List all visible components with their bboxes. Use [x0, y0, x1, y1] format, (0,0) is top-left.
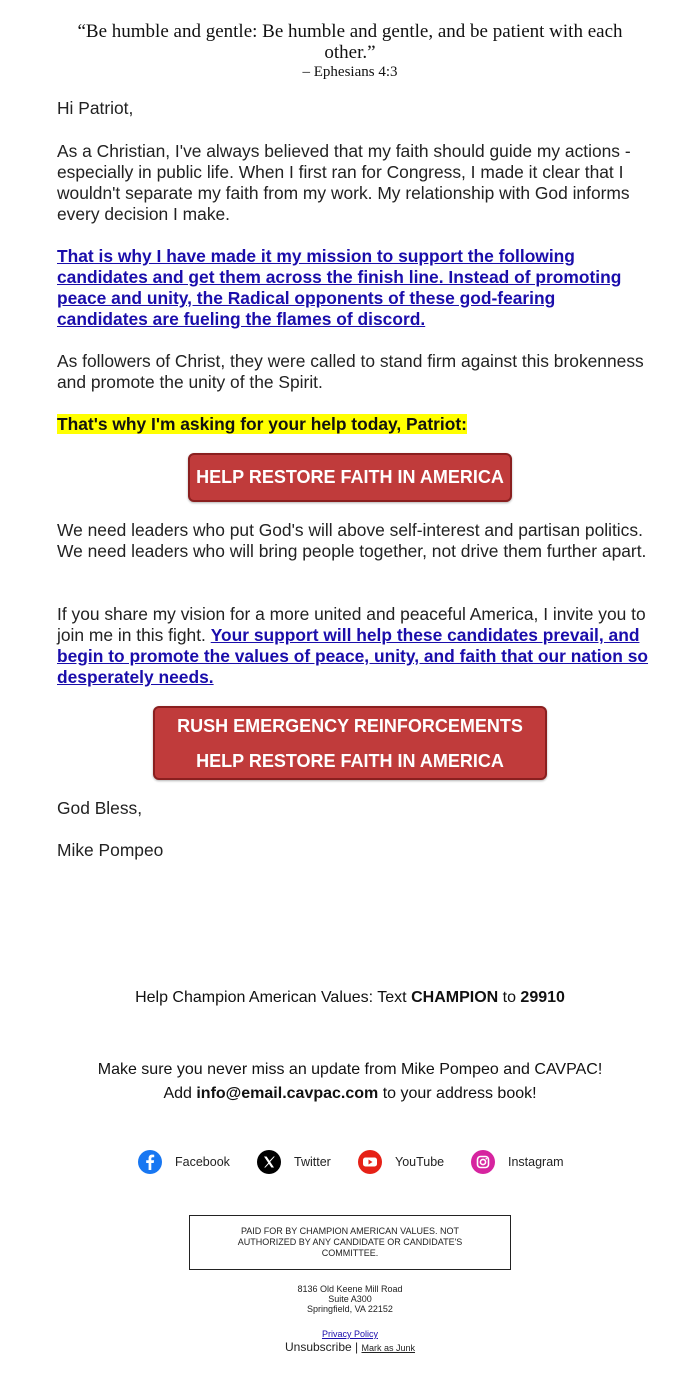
- twitter-link[interactable]: [257, 1149, 331, 1175]
- text-keyword: CHAMPION: [411, 989, 499, 1006]
- quote-text: “Be humble and gentle: Be humble and gentle, and be patient with each other.”: [77, 21, 623, 63]
- add-prefix: Add: [163, 1085, 197, 1102]
- social-links: [0, 1149, 700, 1175]
- support-link[interactable]: Your support will help these candidates prevail, and begin to promote the values of peace, unity, and faith that our nation so desperately needs.: [57, 625, 649, 687]
- address-line2: Suite A300: [328, 1294, 372, 1304]
- address-line1: 8136 Old Keene Mill Road: [297, 1284, 403, 1294]
- address-book-line: [0, 1084, 700, 1104]
- update-line: Make sure you never miss an update from Mike Pompeo and CAVPAC!: [97, 1061, 603, 1078]
- rush-button-line2: HELP RESTORE FAITH IN AMERICA: [196, 751, 504, 771]
- paragraph-followers: As followers of Christ, they were called to stand firm against this brokenness and promote the unity of the Spirit.: [57, 351, 644, 392]
- paragraph-ask: [57, 414, 649, 435]
- quote-reference: – Ephesians 4:3: [302, 64, 398, 80]
- contact-email: info@email.cavpac.com: [196, 1085, 379, 1102]
- paragraph-mission-link-wrap: [57, 246, 649, 330]
- instagram-link[interactable]: [471, 1149, 564, 1175]
- help-restore-faith-button[interactable]: HELP RESTORE FAITH IN AMERICA: [188, 453, 512, 502]
- instagram-label: Instagram: [508, 1155, 564, 1169]
- text-prefix: Help Champion American Values: Text: [135, 989, 412, 1006]
- paragraph-leaders: We need leaders who put God's will above self-interest and partisan politics. We need leaders who will bring people together, not drive them further apart.: [57, 520, 647, 561]
- text-to: to: [498, 989, 521, 1006]
- address-line3: Springfield, VA 22152: [307, 1304, 393, 1314]
- scripture-quote: [50, 21, 650, 81]
- text-champion-line: [0, 988, 700, 1008]
- twitter-label: Twitter: [294, 1155, 331, 1169]
- facebook-link[interactable]: [138, 1149, 230, 1175]
- mission-link[interactable]: That is why I have made it my mission to support the following candidates and get them across the finish line. Instead of promoting peace and unity, the Radical opponents of these god-fearing candidates are fueling the flames of discord.: [57, 246, 622, 329]
- add-suffix: to your address book!: [378, 1085, 537, 1102]
- unsubscribe-link[interactable]: Unsubscribe: [284, 1340, 352, 1354]
- rush-reinforcements-button[interactable]: [153, 706, 547, 780]
- mark-as-junk-link[interactable]: Mark as Junk: [361, 1343, 416, 1353]
- privacy-policy-link[interactable]: Privacy Policy: [321, 1329, 378, 1339]
- rush-button-line1: RUSH EMERGENCY REINFORCEMENTS: [177, 716, 523, 736]
- signoff-closing: God Bless,: [57, 798, 143, 818]
- text-number: 29910: [520, 989, 565, 1006]
- x-icon: [257, 1150, 281, 1174]
- footer-separator: |: [351, 1340, 362, 1354]
- vision-text: If you share my vision for a more united and peaceful America, I invite you to join me in this fight.: [57, 604, 646, 645]
- greeting: Hi Patriot,: [57, 98, 134, 118]
- youtube-link[interactable]: [358, 1149, 444, 1175]
- paid-for-disclaimer: PAID FOR BY CHAMPION AMERICAN VALUES. NOT AUTHORIZED BY ANY CANDIDATE OR CANDIDATE'S COMMITTEE.: [189, 1215, 511, 1270]
- facebook-icon: [138, 1150, 162, 1174]
- youtube-icon: [358, 1150, 382, 1174]
- facebook-label: Facebook: [175, 1155, 230, 1169]
- signoff-name: Mike Pompeo: [57, 840, 164, 860]
- mailing-address: [0, 1284, 700, 1339]
- paragraph-faith: As a Christian, I've always believed that my faith should guide my actions - especially in public life. When I first ran for Congress, I made it clear that I wouldn't separate my faith from my work. My relationship with God informs every decision I make.: [57, 141, 631, 224]
- paragraph-vision: [57, 604, 649, 688]
- ask-highlight: That's why I'm asking for your help today, Patriot:: [57, 414, 467, 434]
- unsubscribe-row: [0, 1340, 700, 1355]
- youtube-label: YouTube: [395, 1155, 445, 1169]
- instagram-icon: [471, 1150, 495, 1174]
